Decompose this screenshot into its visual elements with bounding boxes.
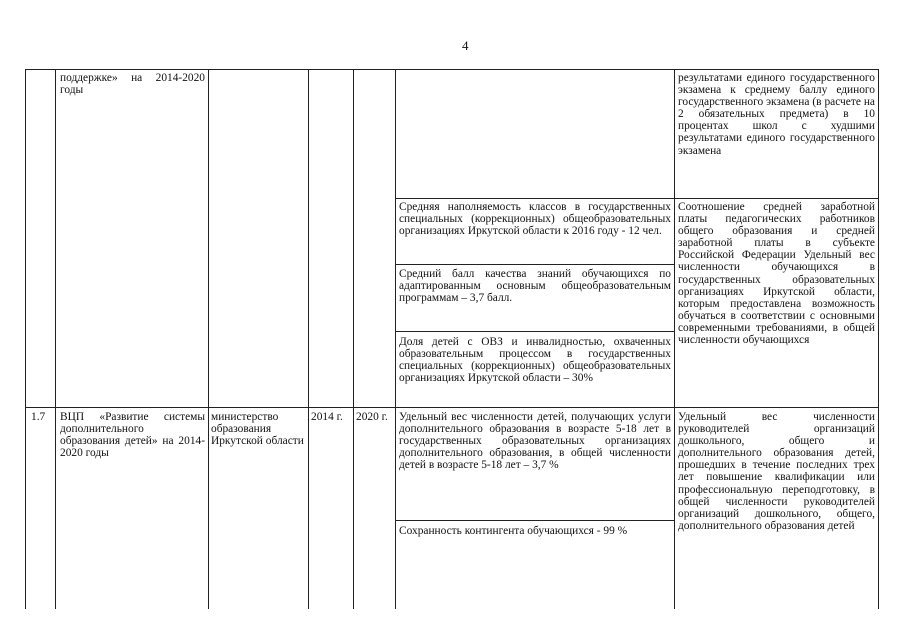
table-row-divider <box>395 331 674 332</box>
table-row-divider <box>395 264 674 265</box>
start-year: 2014 г. <box>311 411 343 423</box>
indicators-salary-and-share: Соотношение средней заработной платы педагогических работников общего образования и средней заработной платы в субъекте Российской Федерации Удельный вес численности обучающихся в государственных образовательных организациях Иркутской области, которым предоставлена возможность обучаться в соответствии с основными современными требованиями, в общей численности обучающихся <box>678 201 875 347</box>
result-class-occupancy: Средняя наполняемость классов в государственных специальных (коррекционных) общеобразовательных организациях Иркутской области к 2016 году - 12 чел. <box>399 201 671 238</box>
row-number: 1.7 <box>31 411 46 423</box>
indicator-text-continued: результатами единого государственного экзамена к среднему баллу единого государственного экзамена (в расчете на 2 обязательных предмета) в 10 процентах школ с худшими результатами единого государственного экзамена <box>678 72 875 157</box>
table-col-divider <box>395 69 396 609</box>
table-col-divider <box>674 69 675 609</box>
table-row-divider <box>395 198 878 199</box>
result-contingent-retention: Сохранность контингента обучающихся - 99 % <box>399 525 628 537</box>
result-children-ovz-share: Доля детей с ОВЗ и инвалидностью, охваченных образовательным процессом в государственных специальных (коррекционных) общеобразовательных организациях Иркутской области – 30% <box>399 336 671 385</box>
table-col-divider <box>353 69 354 609</box>
table-row-divider <box>395 520 674 521</box>
table-row-divider <box>25 407 878 408</box>
table-border-top <box>25 69 878 70</box>
page-number: 4 <box>462 38 469 53</box>
result-knowledge-score: Средний балл качества знаний обучающихся по адаптированным основным общеобразовательным программам – 3,7 балл. <box>399 268 671 305</box>
table-col-divider <box>208 69 209 609</box>
table-col-divider <box>55 69 56 609</box>
result-additional-education-share: Удельный вес численности детей, получающих услуги дополнительного образования в возрасте 5-18 лет в государственных образовательных организациях дополнительного образования, в общей численности детей в возрасте 5-18 лет – 3,7 % <box>399 411 671 472</box>
program-name-continued: поддержке» на 2014-2020 годы <box>60 72 205 97</box>
table-border-left <box>25 69 26 609</box>
program-name: ВЦП «Развитие системы дополнительного образования детей» на 2014-2020 годы <box>60 411 205 460</box>
executor: министерство образования Иркутской области <box>211 411 304 448</box>
table-border-right <box>878 69 879 609</box>
indicator-managers-training-share: Удельный вес численности руководителей организаций дошкольного, общего и дополнительного образования детей, прошедших в течение последних трех лет повышение квалификации или профессиональную переподготовку, в общей численности руководителей организаций дошкольного, общего, дополнительного образования детей <box>678 411 875 532</box>
table-col-divider <box>308 69 309 609</box>
end-year: 2020 г. <box>356 411 388 423</box>
